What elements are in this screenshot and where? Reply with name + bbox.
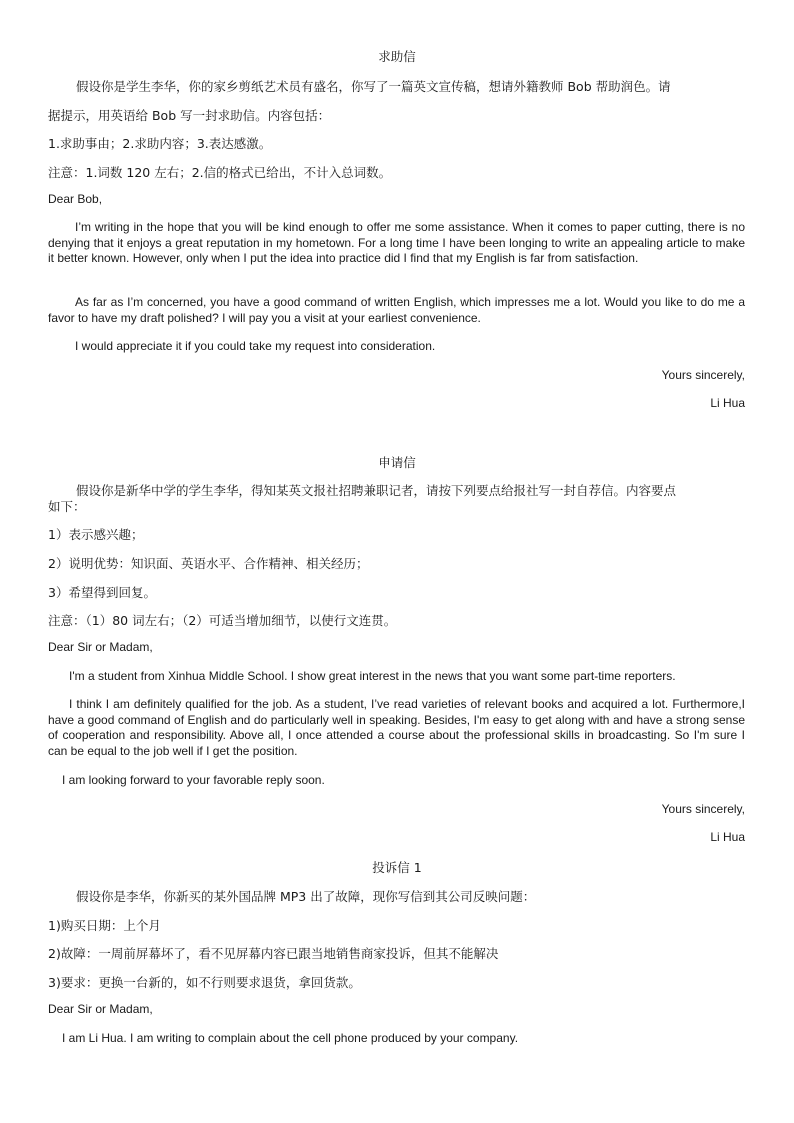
point-1: 1)购买日期：上个月 [48,918,161,933]
word-count-note: 注意：1.词数 120 左右；2.信的格式已给出，不计入总词数。 [48,165,392,180]
body-paragraph-3: I would appreciate it if you could take my request into consideration. [75,339,436,353]
body-paragraph-2: I think I am definitely qualified for the job. As a student, I’ve read varieties of relevant books and acquired a lot. Furthermore,I have a good command of English and do particularly well in speaking. Besides, I'm easy to get along with and have a strong sense of cooperation and responsibility. Above all, I once attended a course about the professional skills in broadcasting. So I'm sure I can be equal to the job well if I get the position. [48,697,745,758]
prompt-line-1: 假设你是新华中学的学生李华，得知某英文报社招聘兼职记者，请按下列要点给报社写一封自荐信。内容要点 [76,483,677,498]
point-2: 2）说明优势：知识面、英语水平、合作精神、相关经历； [48,556,369,571]
section-title-help-letter: 求助信 [378,49,416,64]
signature: Li Hua [710,396,745,410]
body-paragraph-1: I’m writing in the hope that you will be kind enough to offer me some assistance. When it comes to paper cutting, there is no denying that it enjoys a great reputation in my hometown. For a long time I have been longing to write an appealing article to make it better known. However, only when I put the idea into practice did I find that my English is far from satisfaction. [48,220,745,265]
body-paragraph-2: As far as I’m concerned, you have a good command of written English, which impresses me a lot. Would you like to do me a favor to have my draft polished? I will pay you a visit at your earliest convenience. [48,295,745,325]
greeting: Dear Bob, [48,192,103,206]
point-3: 3)要求：更换一台新的，如不行则要求退货，拿回货款。 [48,975,361,990]
section-title-application-letter: 申请信 [378,455,416,470]
word-count-note: 注意：（1）80 词左右；（2）可适当增加细节，以使行文连贯。 [48,613,397,628]
prompt-line: 假设你是李华，你新买的某外国品牌 MP3 出了故障，现你写信到其公司反映问题： [76,889,536,904]
body-paragraph-3: I am looking forward to your favorable reply soon. [62,773,325,787]
greeting: Dear Sir or Madam, [48,1002,153,1016]
signature: Li Hua [710,830,745,844]
closing: Yours sincerely, [661,802,745,816]
prompt-line-1: 假设你是学生李华，你的家乡剪纸艺术员有盛名，你写了一篇英文宣传稿，想请外籍教师 Bob 帮助润色。请 [76,79,671,94]
body-paragraph-1: I'm a student from Xinhua Middle School. I show great interest in the news that you want some part-time reporters. [69,669,676,683]
content-points: 1.求助事由；2.求助内容；3.表达感激。 [48,136,272,151]
greeting: Dear Sir or Madam, [48,640,153,654]
section-title-complaint-letter: 投诉信 1 [372,860,422,875]
prompt-line-2: 据提示，用英语给 Bob 写一封求助信。内容包括： [48,108,331,123]
closing: Yours sincerely, [661,368,745,382]
point-3: 3）希望得到回复。 [48,585,156,600]
body-paragraph-1: I am Li Hua. I am writing to complain about the cell phone produced by your company. [62,1031,519,1045]
point-2: 2)故障：一周前屏幕坏了，看不见屏幕内容已跟当地销售商家投诉，但其不能解决 [48,946,499,961]
prompt-line-2: 如下： [48,499,86,514]
point-1: 1）表示感兴趣； [48,527,144,542]
